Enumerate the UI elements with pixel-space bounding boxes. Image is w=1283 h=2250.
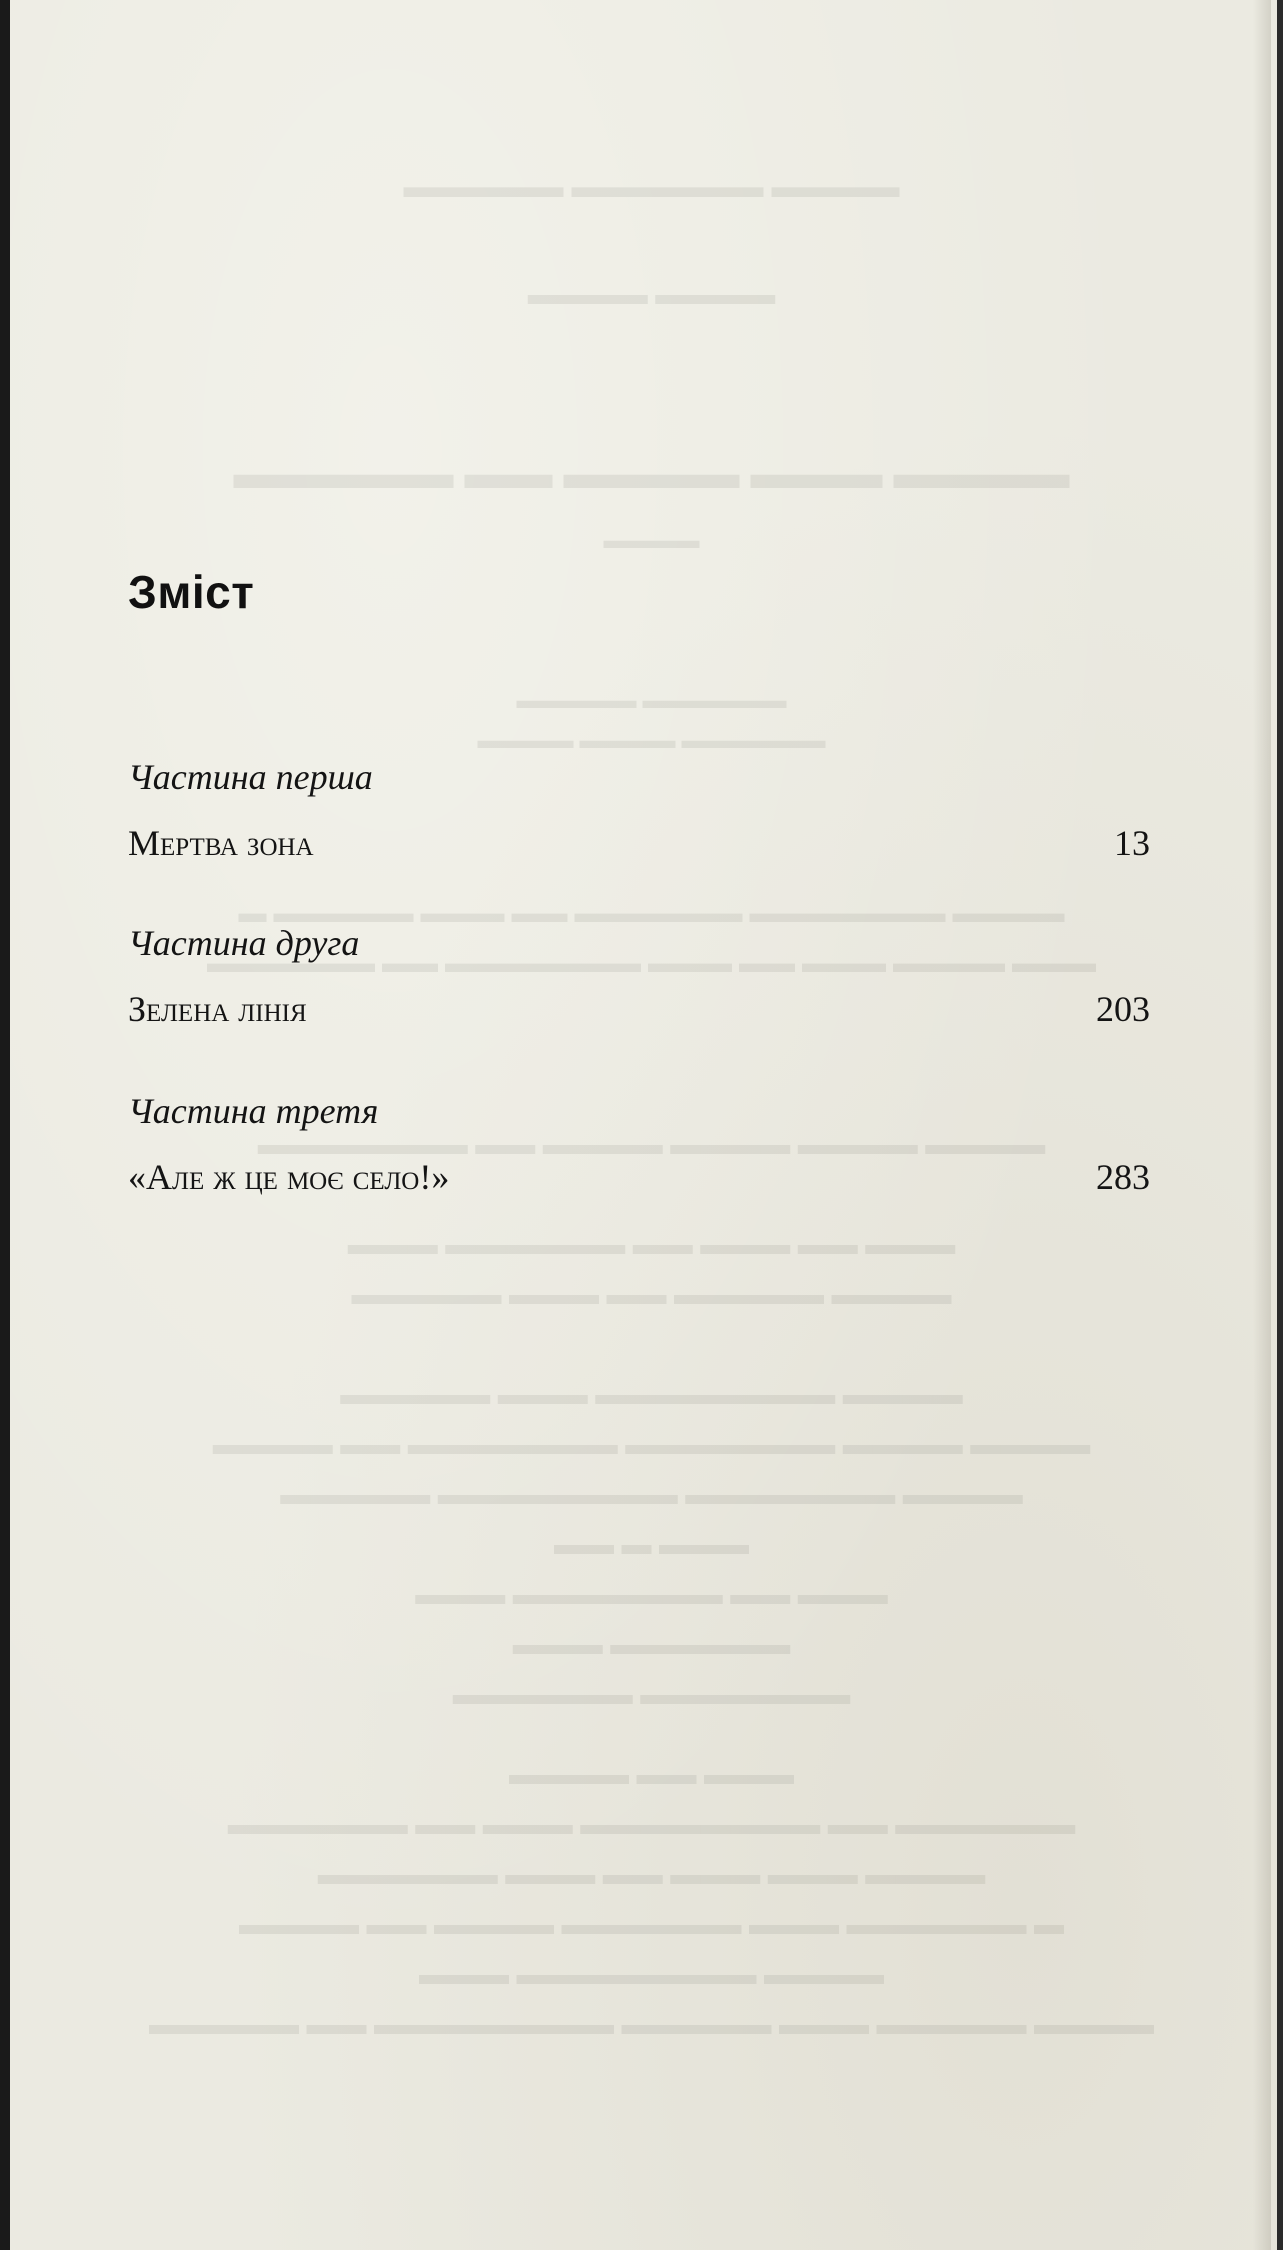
chapter-title: «Але ж це моє село!» (128, 1157, 450, 1197)
part-one-entry (128, 757, 1150, 865)
chapter-title: Зелена лінія (128, 989, 307, 1029)
toc-row[interactable] (128, 987, 1150, 1031)
part-three-label: Частина третя (128, 1091, 379, 1131)
page-number: 13 (1114, 823, 1150, 863)
bleed-through-texture: ▬▬▬▬▬ ▬▬▬▬▬▬ ▬▬▬▬ ▬▬▬▬ ▬▬▬▬ ▬▬▬▬▬ ▬▬ ▬▬▬▬ ▬▬▬ ▬▬▬▬ ▬▬▬▬ ▬▬▬▬▬ ▬▬▬▬▬▬ ▬▬▬▬ ▬▬▬▬ ▬▬▬▬▬▬ ▬ ▬▬▬▬▬ ▬▬▬ ▬▬ ▬▬▬▬▬▬ ▬▬▬▬▬▬▬ ▬▬▬▬ ▬▬▬▬▬▬ ▬▬ ▬▬▬▬▬▬▬ ▬▬▬ ▬▬ ▬▬▬ ▬▬▬▬ ▬▬▬ ▬▬▬▬▬▬▬ ▬▬ ▬▬▬▬ ▬▬▬▬ ▬▬▬▬ ▬▬▬▬ ▬▬▬ ▬▬▬▬▬▬ ▬▬ ▬▬▬ ▬▬ ▬▬▬ ▬▬▬▬▬ ▬▬▬ ▬▬ ▬▬▬▬▬ ▬▬▬▬ ▬▬▬▬▬ ▬▬▬ ▬▬▬▬▬▬▬▬ ▬▬▬▬ ▬▬▬▬ ▬▬ ▬▬▬▬▬▬▬ ▬▬▬▬▬▬▬ ▬▬▬▬ ▬▬▬▬ ▬▬▬▬▬ ▬▬▬▬▬▬▬▬ ▬▬▬▬▬▬▬ ▬▬▬▬ ▬▬ ▬ ▬▬▬ ▬▬▬ ▬▬▬▬▬▬▬ ▬▬ ▬▬▬ ▬▬▬ ▬▬▬▬▬▬ ▬▬▬▬▬▬ ▬▬▬▬▬▬▬ ▬▬▬▬ ▬▬ ▬▬▬ ▬▬▬▬▬▬ ▬▬ ▬▬▬ ▬▬▬▬▬▬▬▬ ▬▬ ▬▬▬▬▬▬ ▬▬▬▬▬▬ ▬▬▬ ▬▬ ▬▬▬ ▬▬▬ ▬▬▬▬ ▬▬▬▬ ▬▬ ▬▬▬▬ ▬▬▬▬▬▬ ▬▬▬ ▬▬▬▬▬▬ ▬ ▬▬▬ ▬▬▬▬▬▬▬▬ ▬▬▬▬ ▬▬▬▬▬ ▬▬ ▬▬▬▬▬▬▬▬ ▬▬▬▬▬ ▬▬▬ ▬▬▬▬▬ ▬▬▬▬ (149, 168, 1154, 2041)
toc-row[interactable] (128, 821, 1150, 865)
contents-title: Зміст (128, 566, 255, 618)
part-one-label: Частина перша (128, 757, 373, 797)
page-number: 283 (1096, 1157, 1150, 1197)
part-two-entry (128, 923, 1150, 1031)
toc-row[interactable] (128, 1155, 1150, 1199)
chapter-title: Мертва зона (128, 823, 314, 863)
part-three-entry (128, 1091, 1150, 1199)
page-number: 203 (1096, 989, 1150, 1029)
part-two-label: Частина друга (128, 923, 360, 963)
